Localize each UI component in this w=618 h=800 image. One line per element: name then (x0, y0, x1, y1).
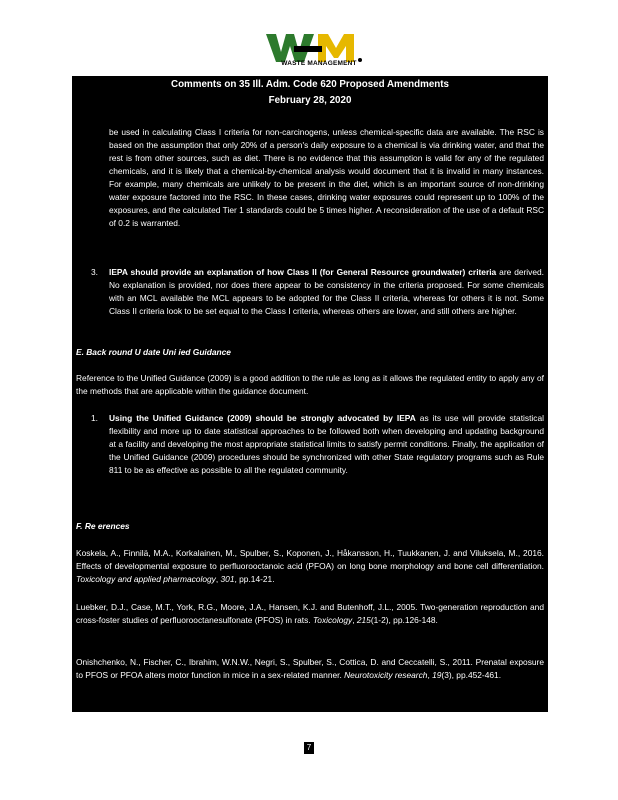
list-item-1 (91, 412, 544, 477)
list-item-lead: IEPA should provide an explanation of how Class II (for General Resource groundwater) criteria (109, 267, 497, 277)
section-f-heading: F. Re erences (76, 521, 130, 531)
list-item-3 (91, 266, 544, 318)
waste-management-logo (262, 28, 374, 76)
reference-item: Koskela, A., Finnilä, M.A., Korkalainen, M., Spulber, S., Koponen, J., Håkansson, H., Tuukkanen, J. and Viluksela, M., 2016. Effects of developmental exposure to perfluorooctanoic acid (PFOA) on long bone morphology and bone cell differentiation. Toxicology and applied pharmacology, 301, pp.14-21. (76, 548, 544, 584)
list-item-text: are derived. No explanation is provided, nor does there appear to be consistency in the criteria proposed. For some chemicals with an MCL available the MCL appears to be adopted for the Class II criteria, whereas for others it is not. Some Class II criteria look to be set equal to the Class I criteria, whereas others are lower, and still others are higher. (109, 267, 544, 316)
list-number: 1. (91, 413, 98, 423)
list-number: 3. (91, 267, 98, 277)
continuation-paragraph: be used in calculating Class I criteria for non-carcinogens, unless chemical-specific data are available. The RSC is based on the assumption that only 20% of a person's daily exposure to a chemical is via drinking water, and that the rest is from other sources, such as diet. There is no evidence that this assumption is valid for any of the regulated chemicals, and it is likely that a chemical-by-chemical analysis would document that it is invalid in many instances. For example, many chemicals are unlikely to be present in the diet, which is an important source of non-drinking water exposure factored into the RSC. In these cases, drinking water exposures could represent up to 100% of the exposures, and the calculated Tier 1 standards could be 5 times higher. A reconsideration of the use of a default RSC of 0.2 is warranted. (109, 127, 544, 228)
list-item-text: as its use will provide statistical flexibility and more up to date statistical approaches to be followed both when developing and updating background at a facility and developing the most appropriate statistical limits to satisfy permit conditions. Finally, the application of the Unified Guidance (2009) procedures should be synchronized with other State regulatory programs such as Rule 811 to be as effective as possible to all the regulated community. (109, 413, 544, 475)
logo-subtext: WASTE MANAGEMENT (281, 60, 357, 67)
list-item-lead: Using the Unified Guidance (2009) should be strongly advocated by IEPA (109, 413, 416, 423)
document-date: February 28, 2020 (268, 95, 352, 106)
page-number: 7 (304, 742, 314, 754)
document-title: Comments on 35 Ill. Adm. Code 620 Proposed Amendments (171, 79, 449, 90)
document-body (72, 76, 548, 712)
reference-item: Luebker, D.J., Case, M.T., York, R.G., Moore, J.A., Hansen, K.J. and Butenhoff, J.L., 2005. Two-generation reproduction and cross-foster studies of perfluorooctanesulfonate (PFOS) in rats. Toxicology, 215(1-2), pp.126-148. (76, 602, 544, 625)
reference-item: Onishchenko, N., Fischer, C., Ibrahim, W.N.W., Negri, S., Spulber, S., Cottica, D. and Ceccatelli, S., 2011. Prenatal exposure to PFOS or PFOA alters motor function in mice in a sex-related manner. Neurotoxicity research, 19(3), pp.452-461. (76, 657, 544, 680)
section-e-paragraph: Reference to the Unified Guidance (2009) is a good addition to the rule as long as it allows the regulated entity to apply any of the methods that are applicable within the guidance document. (76, 373, 544, 396)
section-e-heading: E. Back round U date Uni ied Guidance (76, 347, 231, 357)
